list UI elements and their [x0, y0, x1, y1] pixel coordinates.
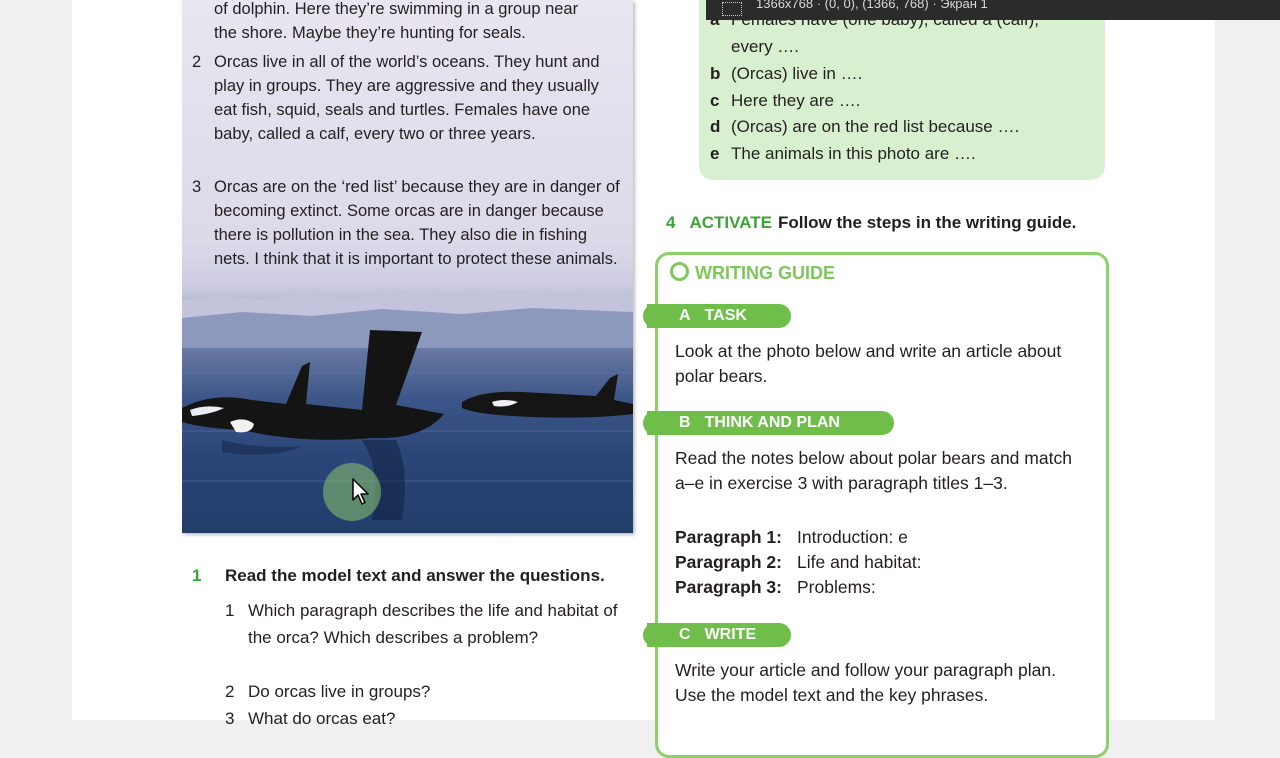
- item-text: Here they are ….: [731, 91, 861, 110]
- writing-guide-title: [670, 262, 835, 284]
- question-text: Do orcas live in groups?: [248, 682, 431, 701]
- question-number: 1: [225, 601, 235, 620]
- paragraph-text: Orcas live in all of the world’s oceans. They hunt and play in groups. They are aggressive and they usually eat fish, squid, seals and turtles. Females have one baby, called a calf, every two or three years.: [214, 53, 600, 143]
- plan-text: Read the notes below about polar bears and match a–e in exercise 3 with paragraph titles 1–3.: [675, 448, 1072, 493]
- exercise-number: 1: [192, 566, 202, 585]
- step-label: TASK: [704, 307, 747, 324]
- plan-value: Life and habitat:: [797, 552, 922, 572]
- item-letter: d: [710, 117, 721, 136]
- step-label: WRITE: [704, 626, 757, 643]
- task-header: [647, 304, 791, 328]
- paragraph-plan-row-3: [675, 577, 876, 598]
- item-text: The animals in this photo are ….: [731, 144, 976, 163]
- guide-title-text: WRITING GUIDE: [695, 263, 835, 283]
- exercise-number: 4: [666, 213, 676, 232]
- plan-value: Problems:: [797, 577, 876, 597]
- region-select-icon[interactable]: [722, 2, 742, 16]
- step-letter: B: [679, 414, 691, 431]
- step-letter: A: [679, 307, 691, 324]
- paragraph-number: 2: [192, 53, 202, 71]
- exercise-4-heading: [666, 213, 1076, 233]
- model-article: [182, 0, 633, 533]
- plan-key: Paragraph 2:: [675, 552, 782, 572]
- question-number: 2: [225, 682, 235, 701]
- task-text: Look at the photo below and write an article about polar bears.: [675, 341, 1062, 386]
- plan-key: Paragraph 3:: [675, 577, 782, 597]
- paragraph-plan-row-2: [675, 552, 922, 573]
- item-letter: e: [710, 144, 720, 163]
- intro-line-2: the shore. Maybe they’re hunting for seals.: [214, 24, 526, 42]
- item-letter: b: [710, 64, 721, 83]
- question-text: Which paragraph describes the life and habitat of the orca? Which describes a problem?: [248, 601, 618, 647]
- paragraph-plan-row-1: [675, 527, 908, 548]
- exercise-title: Read the model text and answer the questions.: [225, 566, 605, 585]
- intro-line-1: of dolphin. Here they’re swimming in a group near: [214, 0, 579, 18]
- step-letter: C: [679, 626, 691, 643]
- paragraph-text: Orcas are on the ‘red list’ because they are in danger of becoming extinct. Some orcas are in danger because there is pollution in the sea. They also die in fishing nets. I think that it is important to protect these animals.: [214, 178, 620, 268]
- write-text: Write your article and follow your paragraph plan. Use the model text and the key phrases.: [675, 660, 1056, 705]
- question-text: What do orcas eat?: [248, 709, 396, 728]
- exercise-instruction: Follow the steps in the writing guide.: [777, 213, 1077, 232]
- paragraph-number: 3: [192, 178, 202, 196]
- plan-value: Introduction: e: [797, 527, 908, 547]
- question-number: 3: [225, 709, 235, 728]
- write-header: [647, 623, 791, 647]
- step-label: THINK AND PLAN: [704, 414, 840, 431]
- item-text: every ….: [731, 37, 800, 56]
- item-letter: c: [710, 91, 720, 110]
- item-text: (Orcas) are on the red list because ….: [731, 117, 1020, 136]
- recorder-toolbar[interactable]: [706, 0, 1280, 20]
- think-and-plan-header: [647, 411, 894, 435]
- circle-icon: [670, 262, 689, 281]
- item-text: (Orcas) live in ….: [731, 64, 863, 83]
- activate-keyword: ACTIVATE: [689, 213, 772, 232]
- plan-key: Paragraph 1:: [675, 527, 782, 547]
- toolbar-text: 1366x768 · (0, 0), (1366, 768) · Экран 1: [756, 0, 988, 11]
- mouse-pointer-icon: [352, 478, 372, 506]
